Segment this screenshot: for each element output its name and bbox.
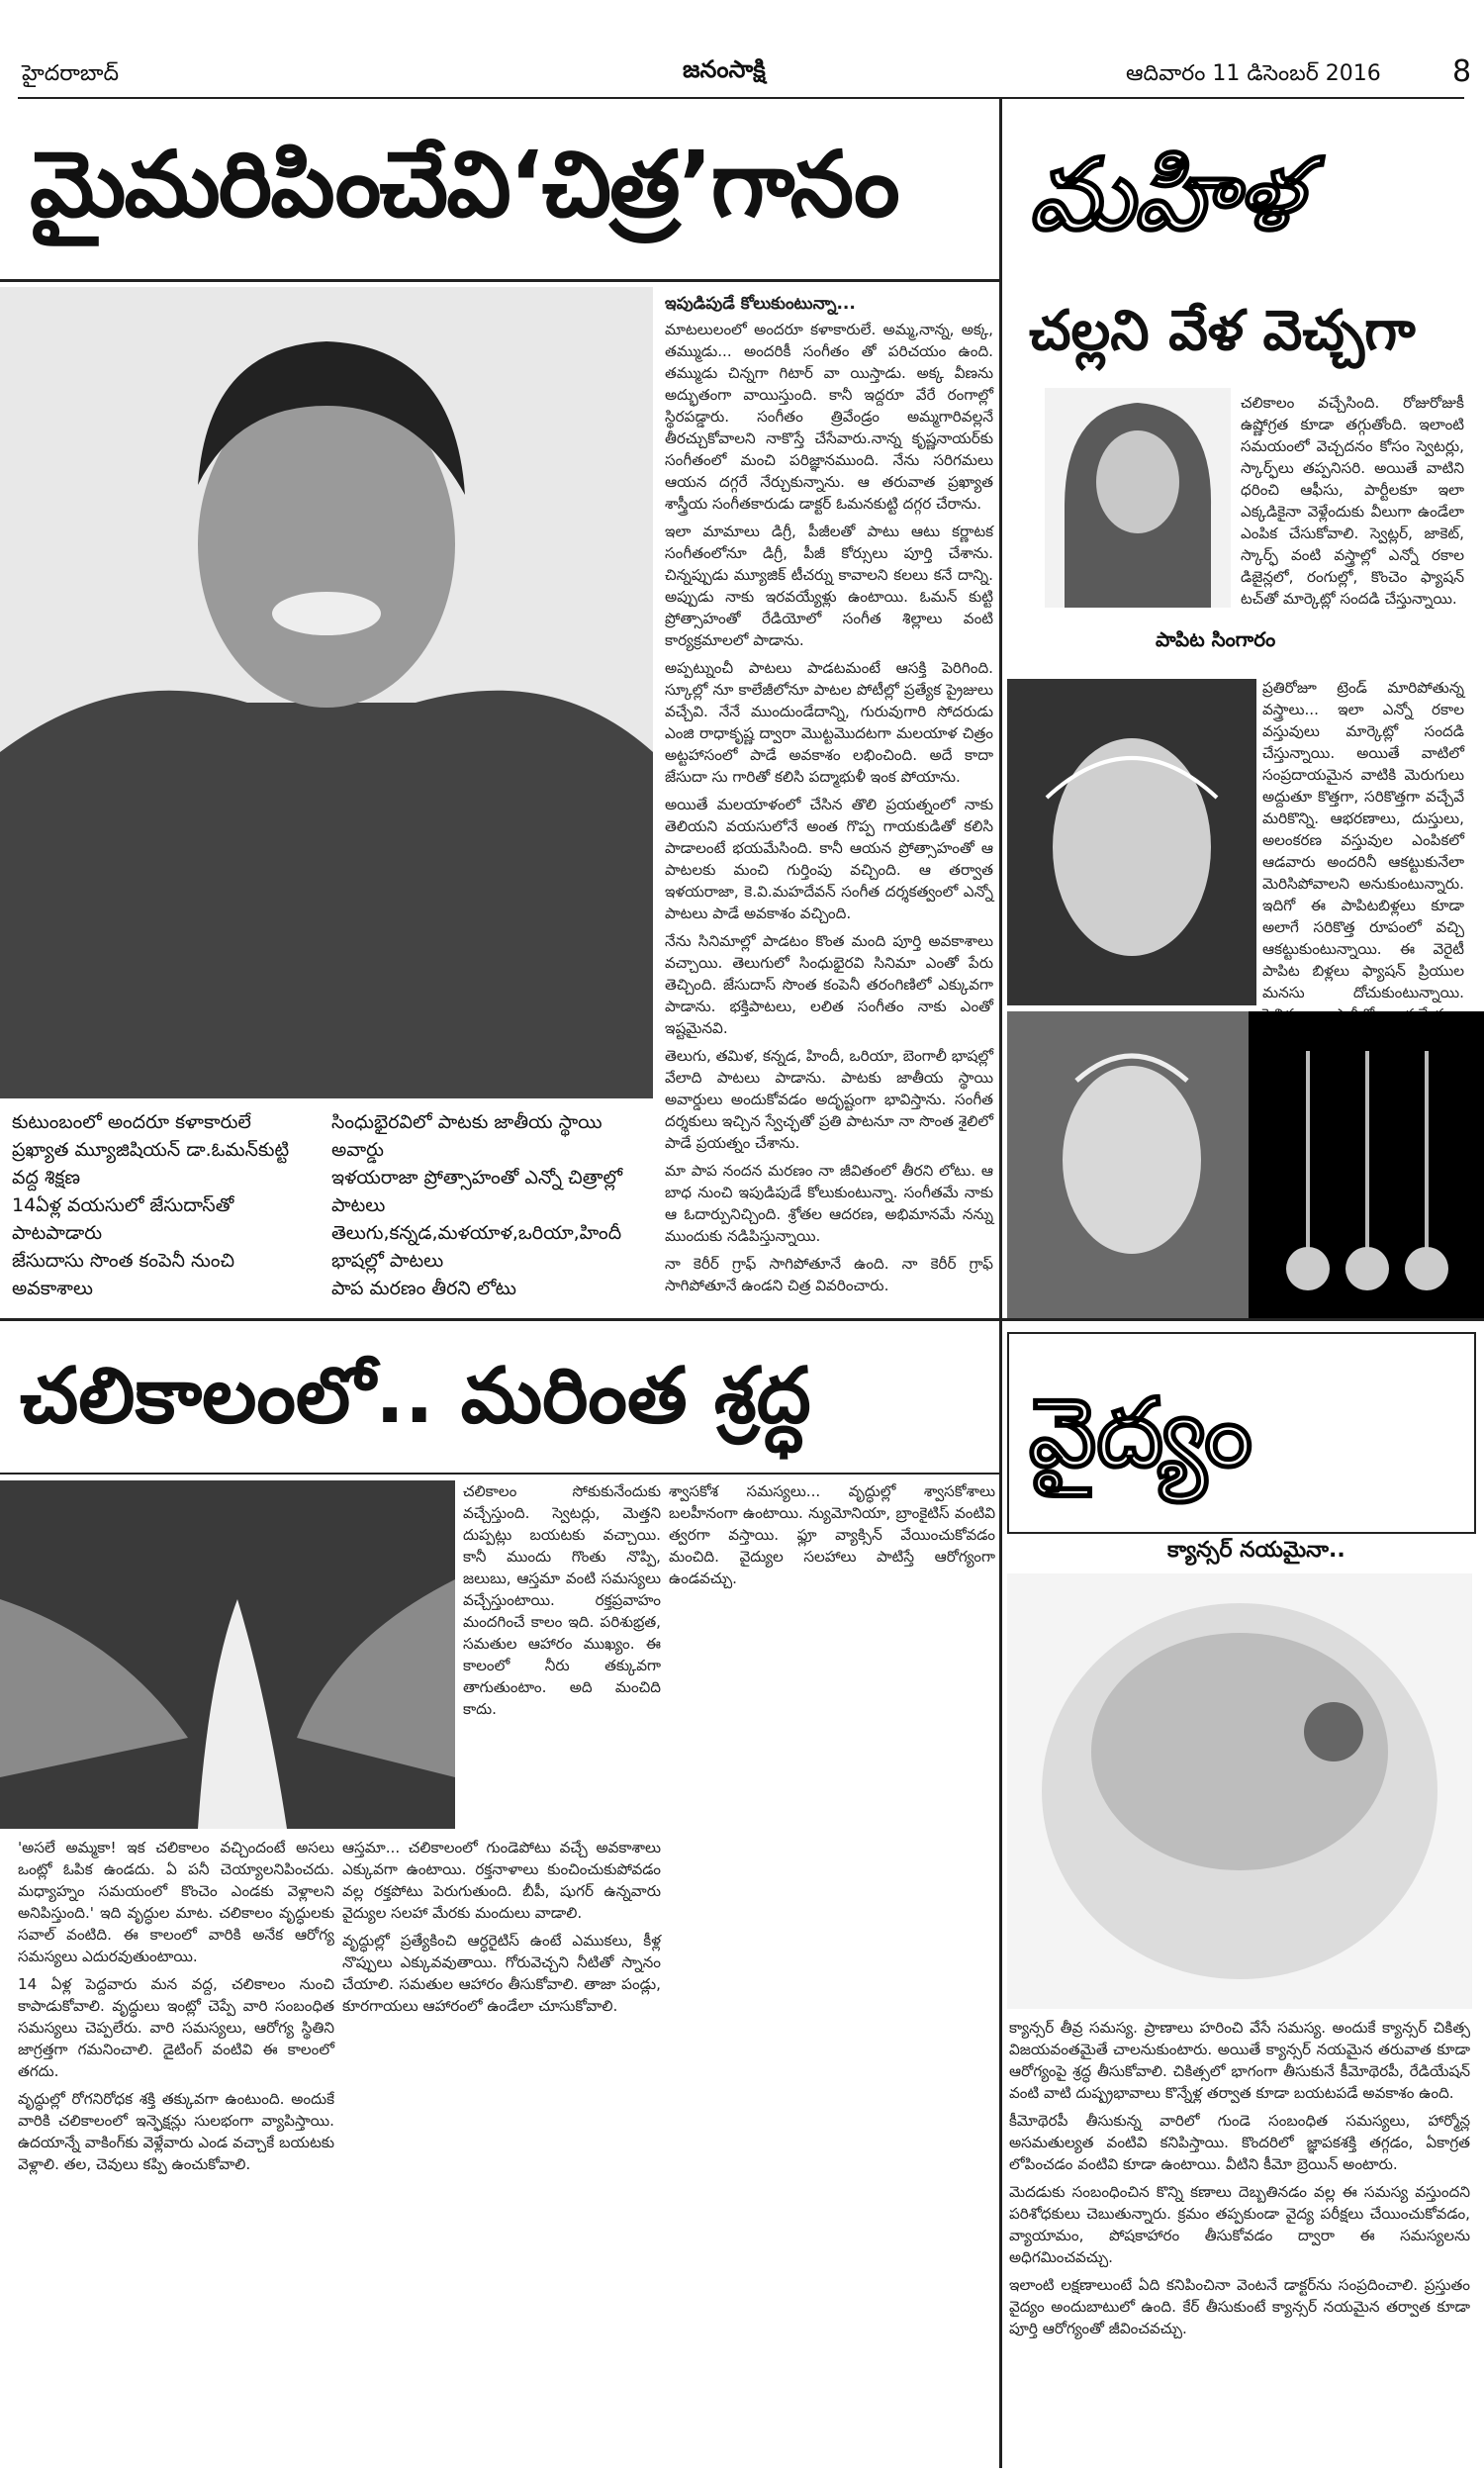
papita-jewel-photo [1249,1011,1484,1320]
winter-headline: చలికాలంలో.. మరింత శ్రద్ధ [20,1352,811,1441]
bullet-item: పాప మరణం తీరని లోటు [331,1278,516,1299]
sweater-photo [1045,388,1231,608]
paragraph: ఇలాంటి లక్షణాలుంటే ఏది కనిపించినా వెంటనే డాక్టర్‌ను సంప్రదించాలి. ప్రస్తుతం వైద్యం అందుబాటులో ఉంది. కేర్ తీసుకుంటే క్యాన్సర్ నయమైన తర్వాత కూడా పూర్తి ఆరోగ్యంతో జీవించవచ్చు. [1009,2276,1470,2337]
mahila-body-2: ప్రతిరోజూ ట్రెండ్ మారిపోతున్న వస్త్రాలు... ఇలా ఎన్నో రకాల వస్తువులు మార్కెట్లో సందడి చేస్తున్నాయి. అయితే వాటిలో సంప్రదాయమైన వాటికి మెరుగులు అద్దుతూ కొత్తగా, సరికొత్తగా వచ్చేవే మరికొన్ని. ఆభరణాలు, దుస్తులు, అలంకరణ వస్తువుల ఎంపికలో ఆడవారు అందరినీ ఆకట్టుకునేలా మెరిసిపోవాలని అనుకుంటున్నారు. ఇదిగో ఈ పాపిటబిళ్లలు కూడా అలాగే సరికొత్త రూపంలో వచ్చి ఆకట్టుకుంటున్నాయి. ఈ వెరైటీ పాపిట బిళ్లలు ఫ్యాషన్ ప్రియుల మనసు దోచుకుంటున్నాయి. [1262,679,1464,1001]
mahila-headline: చల్లని వేళ వెచ్చగా [1029,299,1416,363]
bullet-item: కుటుంబంలో అందరూ కళాకారులే [12,1111,251,1133]
papita-subhead: పాపిట సింగారం [1156,627,1276,651]
paragraph: తెలుగు, తమిళ, కన్నడ, హిందీ, ఒరియా, బెంగాలీ భాషల్లో వేలాది పాటలు పాడాను. పాటకు జాతీయ స్థాయి అవార్డులు అందుకోవడం అదృష్టంగా భావిస్తాను. సంగీత దర్శకులు ఇచ్చిన స్వేచ్ఛతో ప్రతి పాటనూ నా సొంత శైలిలో పాడే ప్రయత్నం చేశాను. [665,1047,994,1152]
chitra-headline: మైమరిపించేవి‘చిత్ర’గానం [30,132,898,238]
chitra-bullets-left [12,1108,319,1302]
mahila-banner [1029,111,1464,279]
paragraph: అయితే మలయాళంలో చేసిన తొలి ప్రయత్నంలో నాకు తెలియని వయసులోనే అంత గొప్ప గాయకుడితో కలిసి పాడాలంటే భయమేసింది. కానీ ఆయన ప్రోత్సాహంతో ఆ పాటలకు మంచి గుర్తింపు వచ్చింది. ఆ తర్వాత ఇళయరాజా, కె.వి.మహదేవన్ సంగీత దర్శకత్వంలో ఎన్నో పాటలు పాడే అవకాశం వచ్చింది. [665,796,993,922]
paragraph: 14 ఏళ్ల పెద్దవారు మన వద్ద, చలికాలం నుంచి కాపాడుకోవాలి. వృద్ధులు ఇంట్లో చెప్పే వారి సంబంధిత సమస్యలు చెప్పలేరు. వారి సమస్యలు, ఆరోగ్య స్థితిని జాగ్రత్తగా గమనించాలి. డైటింగ్ వంటివి ఈ కాలంలో తగదు. [18,1975,334,2080]
chitra-subhead: ఇపుడిపుడే కోలుకుంటున్నా... [665,294,856,314]
paragraph: వృద్ధుల్లో రోగనిరోధక శక్తి తక్కువగా ఉంటుంది. అందుకే వారికి చలికాలంలో ఇన్ఫెక్షన్లు సులభంగా వ్యాపిస్తాయి. ఉదయాన్నే వాకింగ్‌కు వెళ్లేవారు ఎండ వచ్చాకే బయటకు వెళ్లాలి. తల, చెవులు కప్పి ఉంచుకోవాలి. [18,2090,334,2173]
winter-rule [0,1473,999,1475]
paragraph: వృద్ధుల్లో ప్రత్యేకించి ఆర్ధరైటిస్ ఉంటే ఎముకలు, కీళ్ల నొప్పులు ఎక్కువవుతాయి. గోరువెచ్చని నీటితో స్నానం చేయాలి. సమతుల ఆహారం తీసుకోవాలి. తాజా పండ్లు, కూరగాయలు ఆహారంలో ఉండేలా చూసుకోవాలి. [342,1932,661,2015]
headline-rule [0,279,999,282]
mahila-body-1: చలికాలం వచ్చేసింది. రోజురోజుకీ ఉష్ణోగ్రత కూడా తగ్గుతోంది. ఇలాంటి సమయంలో వెచ్చదనం కోసం స్వెటర్లు, స్కార్ఫ్‌లు తప్పనిసరి. అయితే వాటిని ధరించి ఆఫీసు, పార్టీలకూ ఇలా ఎక్కడికైనా వెళ్లేందుకు వీలుగా ఉండేలా ఎంపిక చేసుకోవాలి. స్వెట్లర్, జాకెట్, స్కార్ఫ్ వంటి వస్త్రాల్లో ఎన్నో రకాల డిజైన్లలో, రంగుల్లో, కొంచెం ఫ్యాషన్ టచ్‌తో మార్కెట్లో సందడి చేస్తున్నాయి. [1241,394,1464,608]
mahila-title: మహిళ [1029,137,1301,252]
masthead-city: హైదరాబాద్ [22,61,119,86]
masthead-rule [18,97,1464,99]
masthead-logo: జనంసాక్షి [683,55,766,83]
page-number: 8 [1452,54,1472,89]
column-divider-2 [999,1320,1002,2468]
paragraph: నేను సినిమాల్లో పాడటం కొంత మంది పూర్తి అవకాశాలు వచ్చాయి. తెలుగులో సింధుభైరవి సినిమా ఎంతో పేరు తెచ్చింది. జేసుదాస్ సొంత కంపెనీ తరంగిణిలో ఎక్కువగా పాడాను. భక్తిపాటలు, లలిత సంగీతం నాకు ఎంతో ఇష్టమైనవి. [665,932,993,1037]
papita-photo-2 [1007,1011,1256,1320]
winter-col-1 [18,1837,334,2460]
chitra-body [665,293,993,1297]
paragraph: మాటలులంలో అందరూ కళాకారులే. అమ్మ,నాన్న, అక్క, తమ్ముడు... అందరికీ సంగీతం తో పరిచయం ఉంది. తమ్ముడు చిన్నగా గిటార్ వా యిస్తాడు. అక్క వీణను అద్భుతంగా వాయిస్తుంది. కానీ ఇద్దరూ వేరే రంగాల్లో స్థిరపడ్డారు. సంగీతం త్రివేండ్రం అమ్మగారివల్లనే తీరచ్చుకోవాలని నాకొస్తే చేసేవారు.నాన్న కృష్ణనాయర్‌కు సంగీతంలో మంచి పరిజ్ఞానముంది. నేను సరిగమలు ఆయన దగ్గరే నేర్చుకున్నాను. ఆ తరువాత ప్రఖ్యాత శాస్త్రీయ సంగీతకారుడు డాక్టర్ ఓమనకుట్టి దగ్గర చేరాను. [665,321,993,513]
fire-hands-photo [0,1480,455,1829]
paragraph: నా కెరీర్ గ్రాఫ్ సాగిపోతూనే ఉంది. నా కెరీర్ గ్రాఫ్ సాగిపోతూనే ఉండని చిత్ర వివరించారు. [665,1255,993,1294]
papita-photo-1 [1007,679,1256,1005]
masthead-date: ఆదివారం 11 డిసెంబర్ 2016 [1126,61,1381,86]
paragraph: శ్వాసకోశ సమస్యలు... వృద్ధుల్లో శ్వాసకోశాలు బలహీనంగా ఉంటాయి. న్యుమోనియా, బ్రాంకైటిస్ వంటివి త్వరగా వస్తాయి. ఫ్లూ వ్యాక్సిన్ వేయించుకోవడం మంచిది. వైద్యుల సలహాలు పాటిస్తే ఆరోగ్యంగా ఉండవచ్చు. [669,1482,995,1587]
paragraph: మా పాప నందన మరణం నా జీవితంలో తీరని లోటు. ఆ బాధ నుంచి ఇపుడిపుడే కోలుకుంటున్నా. సంగీతమే నాకు ఆ ఓదార్పునిచ్చింది. శ్రోతల ఆదరణ, అభిమానమే నన్ను ముందుకు నడిపిస్తున్నాయి. [665,1162,993,1245]
winter-body-top: చలికాలం సోకుకునేందుకు వచ్చేస్తుంది. స్వెటర్లు, మెత్తని దుప్పట్లు బయటకు వచ్చాయి. కానీ ముందు గొంతు నొప్పి, జలుబు, ఆస్తమా వంటి సమస్యలు వచ్చేస్తుంటాయి. రక్తప్రవాహం మందగించే కాలం ఇది. పరిశుభ్రత, సమతుల ఆహారం ముఖ్యం. ఈ కాలంలో నీరు తక్కువగా తాగుతుంటాం. అది మంచిది కాదు. [463,1482,661,1718]
chitra-bullets-right [331,1108,648,1302]
paragraph: మెదడుకు సంబంధించిన కొన్ని కణాలు దెబ్బతినడం వల్ల ఈ సమస్య వస్తుందని పరిశోధకులు చెబుతున్నారు. క్రమం తప్పకుండా వైద్య పరీక్షలు చేయించుకోవడం, వ్యాయామం, పోషకాహారం తీసుకోవడం ద్వారా ఈ సమస్యలను అధిగమించవచ్చు. [1009,2183,1470,2266]
paragraph: క్యాన్సర్ తీవ్ర సమస్య. ప్రాణాలు హరించి వేసే సమస్య. అందుకే క్యాన్సర్ చికిత్స విజయవంతమైతే చాలనుకుంటారు. అయితే క్యాన్సర్ నయమైన తరువాత కూడా ఆరోగ్యంపై శ్రద్ధ తీసుకోవాలి. చికిత్సలో భాగంగా తీసుకునే కీమోథెరపీ, రేడియేషన్ వంటి వాటి దుష్ప్రభావాలు కొన్నేళ్ల తర్వాత కూడా బయటపడే అవకాశం ఉంది. [1009,2019,1470,2102]
section-rule [0,1318,1484,1321]
winter-col-2 [342,1837,661,2460]
bullet-item: సింధుభైరవిలో పాటకు జాతీయ స్థాయి అవార్డు [331,1111,603,1161]
bullet-item: ప్రఖ్యాత మ్యూజిషియన్ డా.ఓమన్‌కుట్టి వద్ద శిక్షణ [12,1139,290,1189]
paragraph: ఆస్తమా... చలికాలంలో గుండెపోటు వచ్చే అవకాశాలు ఎక్కువగా ఉంటాయి. రక్తనాళాలు కుంచించుకుపోవడం వల్ల రక్తపోటు పెరుగుతుంది. బీపీ, షుగర్ ఉన్నవారు వైద్యుల సలహా మేరకు మందులు వాడాలి. [342,1839,661,1922]
paragraph: ఇలా మామాలు డిగ్రీ, పీజీలతో పాటు ఆటు కర్ణాటక సంగీతంలోనూ డిగ్రీ, పీజీ కోర్సులు పూర్తి చేశాను. చిన్నప్పుడు మ్యూజిక్ టీచర్ను కావాలని కలలు కనే దాన్ని. అప్పుడు నాకు ఇరవయ్యేళ్లు ఉంటాయి. ఓమన్ కుట్టి ప్రోత్సాహంతో రేడియోలో సంగీత శిల్లాలు వంటి కార్యక్రమాలలో పాడాను. [665,523,993,649]
vaidyam-banner [1007,1332,1476,1534]
bullet-item: తెలుగు,కన్నడ,మళయాళ,ఒరియా,హిందీ భాషల్లో పాటలు [331,1222,622,1272]
column-divider [999,99,1002,1318]
chitra-photo [0,287,653,1098]
bullet-item: ఇళయరాజా ప్రోత్సాహంతో ఎన్నో చిత్రాల్లో పాటలు [331,1167,623,1216]
vaidyam-headline: క్యాన్సర్ నయమైనా.. [1167,1538,1345,1563]
bullet-item: జేసుదాసు సొంత కంపెనీ నుంచి అవకాశాలు [12,1250,235,1299]
paragraph: కీమోథెరపీ తీసుకున్న వారిలో గుండె సంబంధిత సమస్యలు, హార్మోన్ల అసమతుల్యత వంటివి కనిపిస్తాయి. కొందరిలో జ్ఞాపకశక్తి తగ్గడం, ఏకాగ్రత లోపించడం వంటివి కూడా ఉంటాయి. వీటిని కీమో బ్రెయిన్ అంటారు. [1009,2112,1470,2173]
vaidyam-body [1009,2017,1470,2467]
brain-photo [1007,1573,1472,2009]
paragraph: 'అసలే అమ్మకా! ఇక చలికాలం వచ్చిందంటే అసలు ఒంట్లో ఓపిక ఉండదు. ఏ పనీ చెయ్యాలనిపించదు. మధ్యాహ్నం సమయంలో కొంచెం ఎండకు వెళ్లాలని అనిపిస్తుంది.' ఇది వృద్ధుల మాట. చలికాలం వృద్ధులకు సవాల్ వంటిది. ఈ కాలంలో వారికి అనేక ఆరోగ్య సమస్యలు ఎదురవుతుంటాయి. [18,1839,334,1965]
vaidyam-title: వైద్యం [1029,1378,1252,1488]
paragraph: అప్పట్నుంచీ పాటలు పాడటమంటే ఆసక్తి పెరిగింది. స్కూల్లో నూ కాలేజీలోనూ పాటల పోటీల్లో ప్రత్యేక ప్రైజులు వచ్చేవి. నేనే ముందుండేదాన్ని, గురువుగారి సోదరుడు ఎంజి రాధాకృష్ణ ద్వారా మొట్టమొదటగా మలయాళ చిత్రం అట్టహాసంలో పాడే అవకాశం లభించింది. అదే కాదా జేసుదా సు గారితో కలిసి పద్మాభుళీ ఇంక పోయాను. [665,659,993,786]
winter-col-3 [669,1480,995,2460]
bullet-item: 14ఏళ్ల వయసులో జేసుదాస్‌తో పాటపాడారు [12,1194,234,1244]
